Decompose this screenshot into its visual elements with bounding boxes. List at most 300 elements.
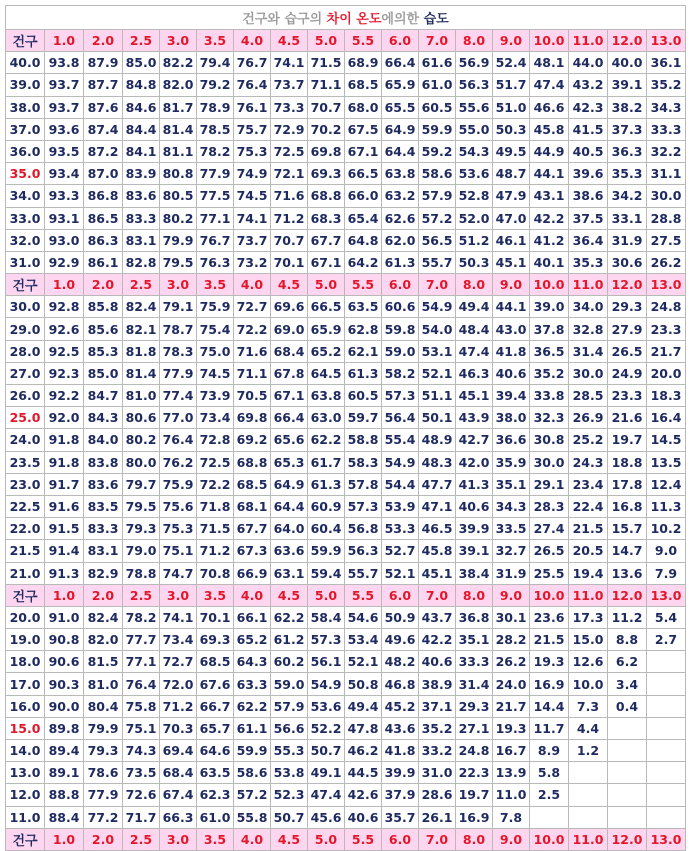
humidity-value-cell: 81.4 bbox=[160, 118, 197, 140]
humidity-value-cell: 16.7 bbox=[493, 740, 530, 762]
humidity-value-cell: 56.4 bbox=[382, 407, 419, 429]
humidity-value-cell: 85.0 bbox=[123, 52, 160, 74]
humidity-value-cell: 70.1 bbox=[271, 251, 308, 273]
humidity-value-cell: 67.1 bbox=[308, 251, 345, 273]
humidity-value-cell: 81.0 bbox=[123, 385, 160, 407]
humidity-value-cell: 33.8 bbox=[530, 385, 569, 407]
humidity-value-cell: 50.1 bbox=[419, 407, 456, 429]
humidity-value-cell: 24.3 bbox=[569, 451, 608, 473]
humidity-value-cell: 62.8 bbox=[345, 318, 382, 340]
diff-header-cell: 8.0 bbox=[456, 828, 493, 850]
humidity-value-cell: 86.5 bbox=[84, 207, 123, 229]
humidity-value-cell: 76.2 bbox=[160, 451, 197, 473]
humidity-value-cell: 22.4 bbox=[569, 495, 608, 517]
humidity-value-cell: 41.8 bbox=[382, 740, 419, 762]
humidity-value-cell: 79.9 bbox=[160, 229, 197, 251]
humidity-value-cell: 57.3 bbox=[308, 629, 345, 651]
humidity-value-cell: 34.3 bbox=[647, 96, 686, 118]
title-middle: 에의한 bbox=[381, 12, 424, 27]
diff-header-cell: 13.0 bbox=[647, 30, 686, 52]
humidity-value-cell: 44.1 bbox=[493, 296, 530, 318]
humidity-value-cell: 52.1 bbox=[419, 362, 456, 384]
humidity-value-cell: 20.0 bbox=[647, 362, 686, 384]
humidity-value-cell: 23.4 bbox=[569, 473, 608, 495]
humidity-value-cell: 61.3 bbox=[308, 473, 345, 495]
humidity-value-cell: 63.0 bbox=[308, 407, 345, 429]
humidity-value-cell: 71.6 bbox=[271, 185, 308, 207]
humidity-value-cell: 56.8 bbox=[345, 518, 382, 540]
humidity-value-cell: 66.9 bbox=[234, 562, 271, 584]
humidity-value-cell: 21.7 bbox=[493, 695, 530, 717]
humidity-value-cell: 82.0 bbox=[84, 629, 123, 651]
humidity-value-cell: 42.2 bbox=[530, 207, 569, 229]
humidity-value-cell: 16.4 bbox=[647, 407, 686, 429]
diff-header-cell: 11.0 bbox=[569, 584, 608, 606]
diff-header-cell: 10.0 bbox=[530, 274, 569, 296]
humidity-value-cell: 62.3 bbox=[197, 784, 234, 806]
humidity-value-cell: 11.3 bbox=[647, 495, 686, 517]
humidity-value-cell: 11.0 bbox=[493, 784, 530, 806]
humidity-value-cell: 39.9 bbox=[456, 518, 493, 540]
humidity-value-cell: 82.8 bbox=[123, 251, 160, 273]
humidity-value-cell: 77.1 bbox=[197, 207, 234, 229]
humidity-value-cell: 68.5 bbox=[234, 473, 271, 495]
humidity-value-cell: 61.3 bbox=[382, 251, 419, 273]
humidity-value-cell: 5.8 bbox=[530, 762, 569, 784]
dry-bulb-temp-cell: 14.0 bbox=[6, 740, 45, 762]
humidity-value-cell: 74.5 bbox=[197, 362, 234, 384]
diff-header-cell: 3.5 bbox=[197, 828, 234, 850]
humidity-value-cell: 55.7 bbox=[345, 562, 382, 584]
humidity-value-cell: 84.4 bbox=[123, 118, 160, 140]
humidity-value-cell: 62.2 bbox=[234, 695, 271, 717]
diff-header-cell: 4.5 bbox=[271, 828, 308, 850]
humidity-value-cell: 35.1 bbox=[456, 629, 493, 651]
humidity-value-cell: 31.1 bbox=[647, 163, 686, 185]
humidity-value-cell: 81.4 bbox=[123, 362, 160, 384]
humidity-value-cell: 93.1 bbox=[45, 207, 84, 229]
diff-header-cell: 2.5 bbox=[123, 274, 160, 296]
humidity-value-cell: 64.8 bbox=[345, 229, 382, 251]
humidity-value-cell: 21.5 bbox=[569, 518, 608, 540]
humidity-value-cell: 56.3 bbox=[456, 74, 493, 96]
humidity-value-cell: 62.6 bbox=[382, 207, 419, 229]
humidity-value-cell: 29.3 bbox=[456, 695, 493, 717]
humidity-value-cell: 70.1 bbox=[197, 606, 234, 628]
diff-header-cell: 6.0 bbox=[382, 30, 419, 52]
humidity-value-cell: 68.5 bbox=[197, 651, 234, 673]
humidity-value-cell: 83.3 bbox=[123, 207, 160, 229]
humidity-value-cell: 68.5 bbox=[345, 74, 382, 96]
empty-cell bbox=[569, 784, 608, 806]
humidity-value-cell: 93.4 bbox=[45, 163, 84, 185]
humidity-value-cell: 59.8 bbox=[382, 318, 419, 340]
humidity-value-cell: 42.6 bbox=[345, 784, 382, 806]
humidity-table bbox=[5, 5, 686, 851]
humidity-value-cell: 79.3 bbox=[123, 518, 160, 540]
dry-bulb-temp-cell: 37.0 bbox=[6, 118, 45, 140]
humidity-value-cell: 38.0 bbox=[493, 407, 530, 429]
humidity-value-cell: 31.9 bbox=[493, 562, 530, 584]
humidity-value-cell: 58.8 bbox=[345, 429, 382, 451]
humidity-value-cell: 71.5 bbox=[308, 52, 345, 74]
empty-cell bbox=[647, 806, 686, 828]
humidity-value-cell: 69.4 bbox=[160, 740, 197, 762]
diff-header-cell: 3.5 bbox=[197, 30, 234, 52]
diff-header-cell: 9.0 bbox=[493, 828, 530, 850]
humidity-value-cell: 45.1 bbox=[419, 562, 456, 584]
humidity-value-cell: 36.5 bbox=[530, 340, 569, 362]
humidity-value-cell: 15.0 bbox=[569, 629, 608, 651]
humidity-value-cell: 13.9 bbox=[493, 762, 530, 784]
humidity-value-cell: 63.3 bbox=[234, 673, 271, 695]
diff-header-cell: 8.0 bbox=[456, 584, 493, 606]
humidity-value-cell: 10.0 bbox=[569, 673, 608, 695]
diff-header-cell: 10.0 bbox=[530, 584, 569, 606]
table-row bbox=[6, 362, 686, 384]
humidity-value-cell: 59.9 bbox=[308, 540, 345, 562]
humidity-value-cell: 40.6 bbox=[493, 362, 530, 384]
humidity-value-cell: 70.8 bbox=[197, 562, 234, 584]
humidity-value-cell: 78.9 bbox=[197, 96, 234, 118]
empty-cell bbox=[569, 806, 608, 828]
humidity-value-cell: 76.1 bbox=[234, 96, 271, 118]
humidity-value-cell: 45.1 bbox=[493, 251, 530, 273]
humidity-value-cell: 83.6 bbox=[84, 473, 123, 495]
dry-bulb-temp-cell: 26.0 bbox=[6, 385, 45, 407]
humidity-value-cell: 66.4 bbox=[271, 407, 308, 429]
humidity-value-cell: 67.7 bbox=[308, 229, 345, 251]
humidity-value-cell: 58.6 bbox=[419, 163, 456, 185]
humidity-value-cell: 39.9 bbox=[382, 762, 419, 784]
diff-header-cell: 7.0 bbox=[419, 828, 456, 850]
humidity-value-cell: 85.6 bbox=[84, 318, 123, 340]
humidity-value-cell: 33.2 bbox=[419, 740, 456, 762]
table-row bbox=[6, 296, 686, 318]
table-row bbox=[6, 651, 686, 673]
humidity-value-cell: 30.0 bbox=[647, 185, 686, 207]
humidity-value-cell: 48.9 bbox=[419, 429, 456, 451]
humidity-value-cell: 64.3 bbox=[234, 651, 271, 673]
humidity-value-cell: 78.2 bbox=[197, 140, 234, 162]
header-row bbox=[6, 828, 686, 850]
humidity-value-cell: 17.8 bbox=[608, 473, 647, 495]
humidity-value-cell: 11.2 bbox=[608, 606, 647, 628]
diff-header-cell: 2.5 bbox=[123, 828, 160, 850]
humidity-value-cell: 67.7 bbox=[234, 518, 271, 540]
humidity-value-cell: 53.6 bbox=[308, 695, 345, 717]
humidity-value-cell: 93.5 bbox=[45, 140, 84, 162]
humidity-value-cell: 64.4 bbox=[271, 495, 308, 517]
humidity-value-cell: 59.0 bbox=[382, 340, 419, 362]
humidity-value-cell: 30.6 bbox=[608, 251, 647, 273]
table-row bbox=[6, 473, 686, 495]
humidity-value-cell: 75.1 bbox=[123, 717, 160, 739]
table-row bbox=[6, 207, 686, 229]
humidity-value-cell: 38.4 bbox=[456, 562, 493, 584]
humidity-value-cell: 75.8 bbox=[123, 695, 160, 717]
humidity-value-cell: 73.2 bbox=[234, 251, 271, 273]
dry-bulb-temp-cell: 29.0 bbox=[6, 318, 45, 340]
dry-bulb-temp-cell: 34.0 bbox=[6, 185, 45, 207]
humidity-value-cell: 66.1 bbox=[234, 606, 271, 628]
diff-header-cell: 7.0 bbox=[419, 274, 456, 296]
diff-header-cell: 5.0 bbox=[308, 274, 345, 296]
humidity-value-cell: 76.7 bbox=[234, 52, 271, 74]
humidity-value-cell: 52.0 bbox=[456, 207, 493, 229]
humidity-value-cell: 21.7 bbox=[647, 340, 686, 362]
humidity-value-cell: 64.2 bbox=[345, 251, 382, 273]
humidity-value-cell: 79.3 bbox=[84, 740, 123, 762]
humidity-value-cell: 87.0 bbox=[84, 163, 123, 185]
humidity-value-cell: 35.2 bbox=[530, 362, 569, 384]
humidity-value-cell: 56.9 bbox=[456, 52, 493, 74]
humidity-value-cell: 55.7 bbox=[419, 251, 456, 273]
table-title bbox=[6, 6, 686, 30]
empty-cell bbox=[569, 762, 608, 784]
humidity-value-cell: 28.2 bbox=[493, 629, 530, 651]
header-label: 건구 bbox=[6, 274, 45, 296]
diff-header-cell: 8.0 bbox=[456, 274, 493, 296]
humidity-value-cell: 49.1 bbox=[308, 762, 345, 784]
header-row bbox=[6, 584, 686, 606]
humidity-value-cell: 43.9 bbox=[456, 407, 493, 429]
humidity-value-cell: 25.5 bbox=[530, 562, 569, 584]
humidity-value-cell: 30.1 bbox=[493, 606, 530, 628]
humidity-value-cell: 71.1 bbox=[234, 362, 271, 384]
humidity-value-cell: 59.9 bbox=[419, 118, 456, 140]
humidity-value-cell: 69.0 bbox=[271, 318, 308, 340]
humidity-value-cell: 82.4 bbox=[84, 606, 123, 628]
humidity-value-cell: 83.8 bbox=[84, 451, 123, 473]
humidity-value-cell: 2.7 bbox=[647, 629, 686, 651]
humidity-value-cell: 31.4 bbox=[569, 340, 608, 362]
humidity-value-cell: 14.5 bbox=[647, 429, 686, 451]
humidity-value-cell: 10.2 bbox=[647, 518, 686, 540]
humidity-value-cell: 78.2 bbox=[123, 606, 160, 628]
humidity-value-cell: 53.9 bbox=[382, 495, 419, 517]
humidity-value-cell: 57.2 bbox=[419, 207, 456, 229]
humidity-value-cell: 65.9 bbox=[308, 318, 345, 340]
humidity-value-cell: 52.3 bbox=[271, 784, 308, 806]
diff-header-cell: 9.0 bbox=[493, 584, 530, 606]
humidity-value-cell: 66.5 bbox=[308, 296, 345, 318]
humidity-value-cell: 39.6 bbox=[569, 163, 608, 185]
humidity-value-cell: 47.7 bbox=[419, 473, 456, 495]
diff-header-cell: 1.0 bbox=[45, 828, 84, 850]
humidity-value-cell: 62.0 bbox=[382, 229, 419, 251]
humidity-value-cell: 74.1 bbox=[271, 52, 308, 74]
dry-bulb-temp-cell: 17.0 bbox=[6, 673, 45, 695]
humidity-value-cell: 7.8 bbox=[493, 806, 530, 828]
humidity-value-cell: 53.6 bbox=[456, 163, 493, 185]
humidity-value-cell: 87.9 bbox=[84, 52, 123, 74]
humidity-value-cell: 52.1 bbox=[345, 651, 382, 673]
humidity-value-cell: 75.6 bbox=[160, 495, 197, 517]
diff-header-cell: 5.0 bbox=[308, 30, 345, 52]
humidity-value-cell: 44.9 bbox=[530, 140, 569, 162]
humidity-value-cell: 73.5 bbox=[123, 762, 160, 784]
dry-bulb-temp-cell: 39.0 bbox=[6, 74, 45, 96]
humidity-value-cell: 65.6 bbox=[271, 429, 308, 451]
diff-header-cell: 1.0 bbox=[45, 584, 84, 606]
humidity-value-cell: 29.1 bbox=[530, 473, 569, 495]
humidity-value-cell: 91.3 bbox=[45, 562, 84, 584]
humidity-value-cell: 15.7 bbox=[608, 518, 647, 540]
humidity-value-cell: 26.1 bbox=[419, 806, 456, 828]
diff-header-cell: 7.0 bbox=[419, 30, 456, 52]
diff-header-cell: 3.0 bbox=[160, 828, 197, 850]
humidity-value-cell: 52.7 bbox=[382, 540, 419, 562]
humidity-value-cell: 85.3 bbox=[84, 340, 123, 362]
humidity-value-cell: 35.2 bbox=[647, 74, 686, 96]
humidity-value-cell: 93.6 bbox=[45, 118, 84, 140]
humidity-value-cell: 56.1 bbox=[308, 651, 345, 673]
dry-bulb-temp-cell: 32.0 bbox=[6, 229, 45, 251]
empty-cell bbox=[608, 784, 647, 806]
humidity-value-cell: 48.1 bbox=[530, 52, 569, 74]
diff-header-cell: 11.0 bbox=[569, 274, 608, 296]
humidity-value-cell: 23.6 bbox=[530, 606, 569, 628]
diff-header-cell: 4.0 bbox=[234, 828, 271, 850]
humidity-value-cell: 31.4 bbox=[456, 673, 493, 695]
humidity-value-cell: 76.4 bbox=[160, 429, 197, 451]
humidity-value-cell: 91.6 bbox=[45, 495, 84, 517]
humidity-value-cell: 37.1 bbox=[419, 695, 456, 717]
header-label: 건구 bbox=[6, 30, 45, 52]
dry-bulb-temp-cell: 24.0 bbox=[6, 429, 45, 451]
humidity-value-cell: 57.8 bbox=[345, 473, 382, 495]
table-row bbox=[6, 451, 686, 473]
humidity-value-cell: 26.2 bbox=[647, 251, 686, 273]
humidity-value-cell: 14.4 bbox=[530, 695, 569, 717]
humidity-value-cell: 71.1 bbox=[308, 74, 345, 96]
humidity-value-cell: 72.6 bbox=[123, 784, 160, 806]
humidity-value-cell: 87.4 bbox=[84, 118, 123, 140]
humidity-value-cell: 75.9 bbox=[197, 296, 234, 318]
humidity-value-cell: 41.5 bbox=[569, 118, 608, 140]
dry-bulb-temp-cell: 25.0 bbox=[6, 407, 45, 429]
humidity-value-cell: 18.3 bbox=[647, 385, 686, 407]
humidity-value-cell: 67.4 bbox=[160, 784, 197, 806]
humidity-value-cell: 55.3 bbox=[271, 740, 308, 762]
humidity-value-cell: 53.4 bbox=[345, 629, 382, 651]
humidity-value-cell: 69.2 bbox=[234, 429, 271, 451]
table-row bbox=[6, 229, 686, 251]
humidity-value-cell: 76.3 bbox=[197, 251, 234, 273]
humidity-value-cell: 54.9 bbox=[308, 673, 345, 695]
humidity-value-cell: 77.9 bbox=[197, 163, 234, 185]
diff-header-cell: 2.0 bbox=[84, 828, 123, 850]
humidity-value-cell: 61.1 bbox=[234, 717, 271, 739]
humidity-value-cell: 47.4 bbox=[456, 340, 493, 362]
diff-header-cell: 5.5 bbox=[345, 274, 382, 296]
humidity-value-cell: 73.7 bbox=[234, 229, 271, 251]
humidity-value-cell: 54.9 bbox=[382, 451, 419, 473]
humidity-value-cell: 68.8 bbox=[234, 451, 271, 473]
humidity-value-cell: 59.4 bbox=[308, 562, 345, 584]
humidity-value-cell: 64.9 bbox=[382, 118, 419, 140]
humidity-value-cell: 93.7 bbox=[45, 74, 84, 96]
humidity-value-cell: 81.0 bbox=[84, 673, 123, 695]
humidity-value-cell: 59.0 bbox=[271, 673, 308, 695]
humidity-value-cell: 42.2 bbox=[419, 629, 456, 651]
humidity-value-cell: 72.7 bbox=[234, 296, 271, 318]
empty-cell bbox=[608, 740, 647, 762]
humidity-value-cell: 6.2 bbox=[608, 651, 647, 673]
humidity-value-cell: 13.5 bbox=[647, 451, 686, 473]
humidity-value-cell: 72.2 bbox=[197, 473, 234, 495]
humidity-value-cell: 36.8 bbox=[456, 606, 493, 628]
dry-bulb-temp-cell: 21.0 bbox=[6, 562, 45, 584]
dry-bulb-temp-cell: 23.5 bbox=[6, 451, 45, 473]
humidity-value-cell: 41.8 bbox=[493, 340, 530, 362]
humidity-value-cell: 72.7 bbox=[160, 651, 197, 673]
humidity-value-cell: 40.0 bbox=[608, 52, 647, 74]
humidity-value-cell: 72.1 bbox=[271, 163, 308, 185]
humidity-value-cell: 43.1 bbox=[530, 185, 569, 207]
diff-header-cell: 2.5 bbox=[123, 30, 160, 52]
humidity-value-cell: 92.9 bbox=[45, 251, 84, 273]
humidity-value-cell: 34.2 bbox=[608, 185, 647, 207]
humidity-value-cell: 81.5 bbox=[84, 651, 123, 673]
diff-header-cell: 4.0 bbox=[234, 274, 271, 296]
dry-bulb-temp-cell: 33.0 bbox=[6, 207, 45, 229]
humidity-value-cell: 46.3 bbox=[456, 362, 493, 384]
humidity-value-cell: 83.3 bbox=[84, 518, 123, 540]
humidity-value-cell: 67.3 bbox=[234, 540, 271, 562]
dry-bulb-temp-cell: 15.0 bbox=[6, 717, 45, 739]
humidity-value-cell: 69.6 bbox=[271, 296, 308, 318]
humidity-value-cell: 16.9 bbox=[530, 673, 569, 695]
humidity-value-cell: 66.4 bbox=[382, 52, 419, 74]
humidity-value-cell: 36.6 bbox=[493, 429, 530, 451]
humidity-value-cell: 56.3 bbox=[345, 540, 382, 562]
title-prefix: 건구와 습구의 bbox=[242, 12, 327, 27]
table-row bbox=[6, 163, 686, 185]
humidity-value-cell: 18.8 bbox=[608, 451, 647, 473]
humidity-value-cell: 79.0 bbox=[123, 540, 160, 562]
humidity-value-cell: 84.6 bbox=[123, 96, 160, 118]
humidity-value-cell: 81.7 bbox=[160, 96, 197, 118]
humidity-value-cell: 46.8 bbox=[382, 673, 419, 695]
humidity-value-cell: 66.0 bbox=[345, 185, 382, 207]
dry-bulb-temp-cell: 30.0 bbox=[6, 296, 45, 318]
diff-header-cell: 7.0 bbox=[419, 584, 456, 606]
humidity-value-cell: 92.8 bbox=[45, 296, 84, 318]
humidity-value-cell: 87.7 bbox=[84, 74, 123, 96]
table-row bbox=[6, 784, 686, 806]
humidity-value-cell: 50.3 bbox=[456, 251, 493, 273]
humidity-value-cell: 39.1 bbox=[608, 74, 647, 96]
diff-header-cell: 4.0 bbox=[234, 584, 271, 606]
humidity-value-cell: 61.2 bbox=[271, 629, 308, 651]
humidity-value-cell: 8.9 bbox=[530, 740, 569, 762]
humidity-value-cell: 72.0 bbox=[160, 673, 197, 695]
humidity-value-cell: 64.9 bbox=[271, 473, 308, 495]
humidity-value-cell: 25.2 bbox=[569, 429, 608, 451]
humidity-value-cell: 54.6 bbox=[345, 606, 382, 628]
diff-header-cell: 5.5 bbox=[345, 30, 382, 52]
humidity-value-cell: 31.9 bbox=[608, 229, 647, 251]
header-label: 건구 bbox=[6, 828, 45, 850]
humidity-value-cell: 80.4 bbox=[84, 695, 123, 717]
humidity-value-cell: 38.6 bbox=[569, 185, 608, 207]
empty-cell bbox=[647, 784, 686, 806]
diff-header-cell: 4.0 bbox=[234, 30, 271, 52]
humidity-value-cell: 76.7 bbox=[197, 229, 234, 251]
diff-header-cell: 12.0 bbox=[608, 828, 647, 850]
